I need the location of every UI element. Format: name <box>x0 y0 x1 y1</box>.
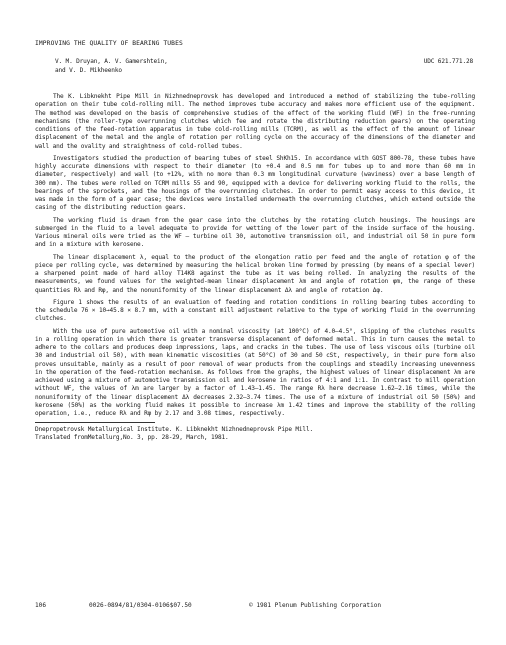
paragraph-5: Figure 1 shows the results of an evaluation of feeding and rotation conditions in rolling bearing tubes according to the schedule 76 × 10→45.8 × 8.7 mm, with a constant mill adjustment relative to the type of working fluid in the overrunning clutches. <box>35 298 475 323</box>
article-body <box>35 93 475 418</box>
author-list <box>55 58 168 75</box>
copyright-notice: © 1981 Plenum Publishing Corporation <box>249 602 382 609</box>
article-page <box>35 40 475 443</box>
paragraph-6: With the use of pure automotive oil with a nominal viscosity (at 100°C) of 4.0–4.5°, slipping of the clutches results in a rolling operation in which there is greater transverse displacement of deformed metal. This in turn causes the metal to adhere to the collars and produces deep impressions, laps, and cracks in the tubes. The use of less viscous oils (turbine oil 30 and industrial oil 50), with mean kinematic viscosities (at 50°C) of 30 and 50 cSt, respectively, in their pure form also proves unsuitable, mainly as a result of poor removal of wear products from the couplings and steadily increasing unevenness in the operation of the feed-rotation mechanism. As follows from the graphs, the highest values of linear displacement λm are achieved using a mixture of automotive transmission oil and kerosene in ratios of 4:1 and 1:1. In contrast to mill operation without WF, the values of λm are larger by a factor of 1.43–1.45. The range Rλ here decrease 1.62–2.16 times, while the nonuniformity of the linear displacement Δλ decreases 2.32–3.74 times. The use of a mixture of industrial oil 50 (50%) and kerosene (50%) as the working fluid makes it possible to increase λm 1.42 times and improve the stability of the rolling operation, i.e., reduce Rλ and Rφ by 2.17 and 3.08 times, respectively. <box>35 327 475 418</box>
footnote-translation: Translated fromMetallurg,No. 3, pp. 28-29, March, 1981. <box>35 434 229 442</box>
footnote-divider <box>35 422 155 423</box>
udc-code: UDC 621.771.28 <box>423 58 473 66</box>
footnote-affiliation: Dnepropetrovsk Metallurgical Institute. K. Libknekht Nizhnedneprovsk Pipe Mill. <box>35 426 313 434</box>
article-title: IMPROVING THE QUALITY OF BEARING TUBES <box>35 40 183 47</box>
paragraph-4: The linear displacement λ, equal to the product of the elongation ratio per feed and the angle of rotation φ of the piece per rolling cycle, was determined by measuring the helical broken line formed by pressing (by means of a special lever) a sharpened point made of hard alloy T14K8 against the tube as it was being rolled. In analyzing the results of the measurements, we found values for the weighted-mean linear displacement λm and angle of rotation φm, the range of these quantities Rλ and Rφ, and the nonuniformity of the linear displacement Δλ and angle of rotation Δφ. <box>35 253 475 294</box>
authors-row <box>55 58 475 75</box>
paragraph-3: The working fluid is drawn from the gear case into the clutches by the rotating clutch housings. The housings are submerged in the fluid to a level adequate to provide for wetting of the lower part of the inside surface of the housing. Various mineral oils were tried as the WF — turbine oil 30, automotive transmission oil, and industrial oil 50 in pure form and in a mixture with kerosene. <box>35 216 475 249</box>
paragraph-1: The K. Libknekht Pipe Mill in Nizhnedneprovsk has developed and introduced a method of stabilizing the tube-rolling operation on their tube cold-rolling mill. The method improves tube accuracy and makes more efficient use of the equipment. The method was developed on the basis of comprehensive studies of the effect of the working fluid (WF) in the free-running mechanisms (the roller-type overrunning clutches which fee and rotate the distributing reduction gears) on the operating conditions of the feed-rotation apparatus in tube cold-rolling mills (TCRM), as well as the effect of the amount of linear displacement of the metal and the angle of rotation per rolling cycle on the accuracy of the dimensions of the diameter and wall and the ovality and straightness of cold-rolled tubes. <box>35 93 475 150</box>
authors-line-2: and V. D. Mikheenko <box>55 66 122 74</box>
article-code: 0026-0894/81/0304-0106$07.50 <box>89 602 192 609</box>
authors-line-1: V. M. Druyan, A. V. Gamershtein, <box>55 58 168 66</box>
page-footer <box>35 602 475 609</box>
paragraph-2: Investigators studied the production of bearing tubes of steel ShKh15. In accordance with GOST 800-78, these tubes have highly accurate dimensions with respect to their diameter (to +0.4 and 0.5 mm for tubes up to and more than 60 mm in diameter, respectively) and wall (to +12%, with no more than 0.3 mm longitudinal curvature (waviness) over a base length of 300 mm). The tubes were rolled on TCRM mills 55 and 90, equipped with a device for delivering working fluid to the rolls, the bearings of the sprockets, and the housings of the overrunning clutches. In order to permit easy access to this device, it was made in the form of a gear case; the devices were installed underneath the overrunning clutches, which extend outside the casing of the distributing reduction gears. <box>35 154 475 212</box>
page-number: 106 <box>35 602 47 609</box>
footnote-block <box>35 422 475 442</box>
